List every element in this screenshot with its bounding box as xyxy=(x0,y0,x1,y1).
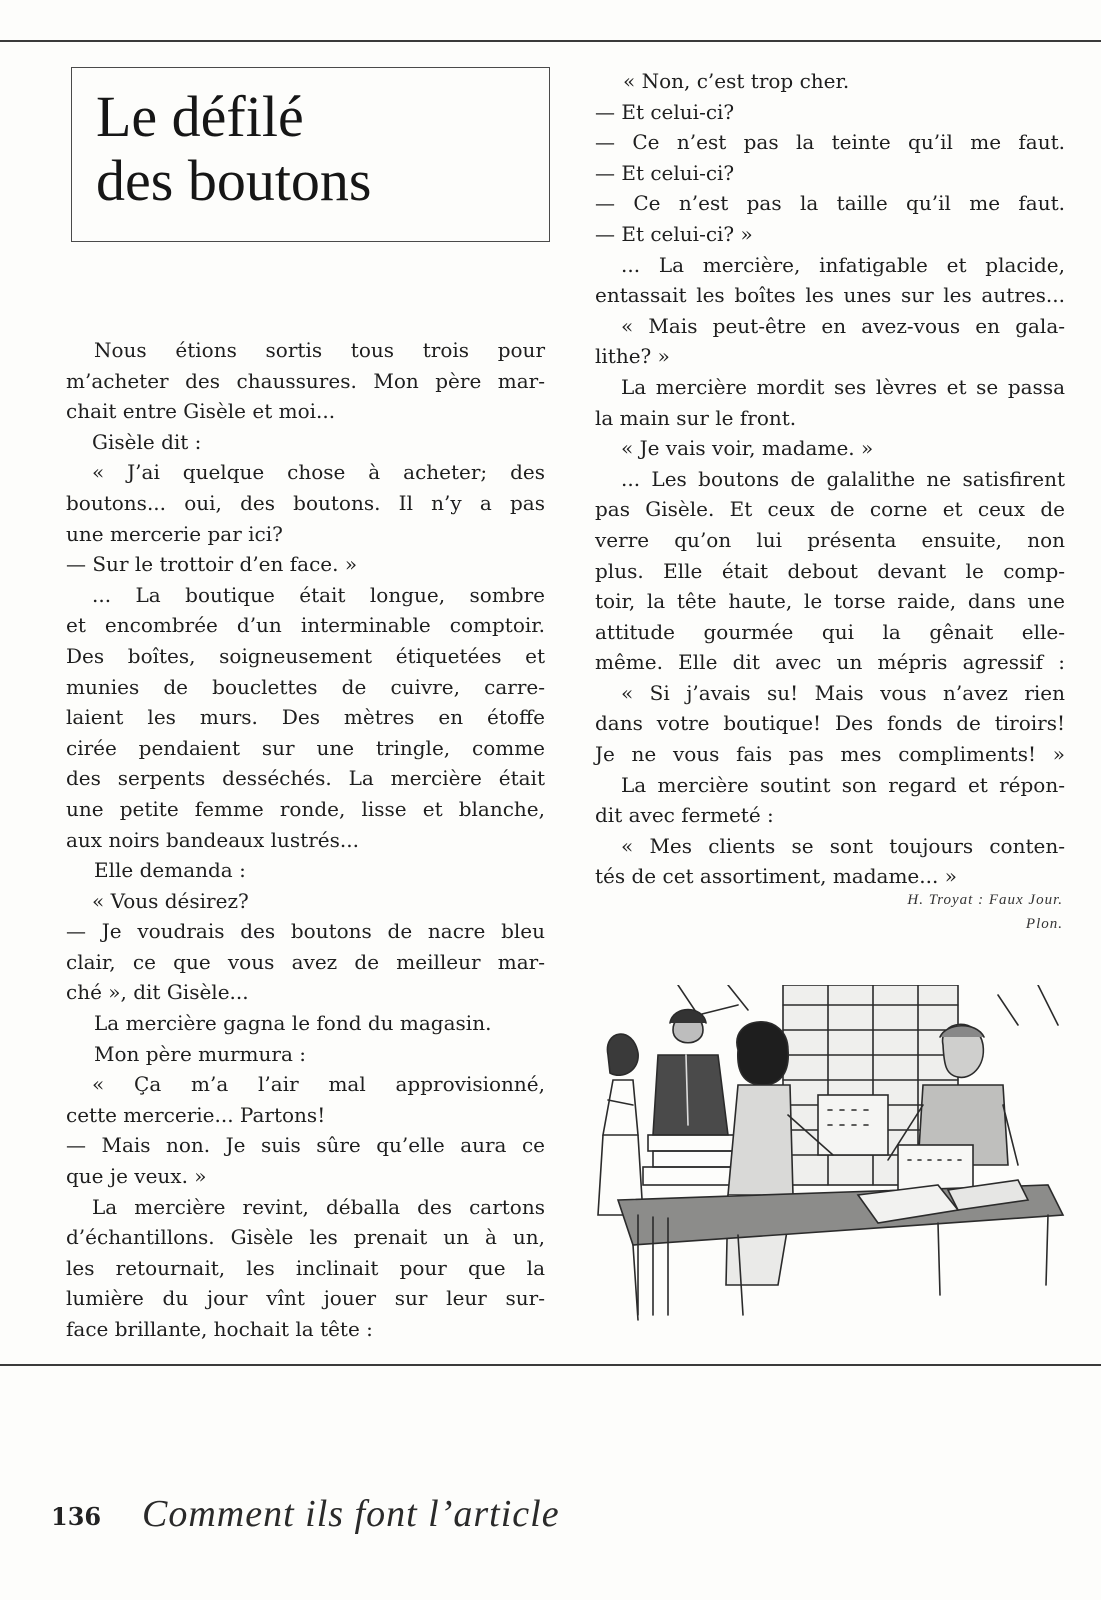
text-line: laient les murs. Des mètres en étoffe xyxy=(66,705,545,730)
text-line: Des boîtes, soigneusement étiquetées et xyxy=(66,643,545,668)
text-line: « Je vais voir, madame. » xyxy=(621,436,874,461)
text-line: ... Les boutons de galalithe ne satisfirent xyxy=(621,466,1065,491)
citation-publisher: Plon. xyxy=(1025,916,1063,932)
text-line: clair, ce que vous avez de meilleur mar- xyxy=(66,949,545,974)
text-line: aux noirs bandeaux lustrés... xyxy=(66,827,359,852)
text-line: Mon père murmura : xyxy=(94,1041,306,1066)
page-number: 136 xyxy=(51,1502,102,1531)
text-line: « J’ai quelque chose à acheter; des xyxy=(92,460,545,485)
text-line: Gisèle dit : xyxy=(92,429,202,454)
text-line: La mercière mordit ses lèvres et se passa xyxy=(621,374,1065,399)
text-line: « Si j’avais su! Mais vous n’avez rien xyxy=(621,680,1065,705)
text-line: même. Elle dit avec un mépris agressif : xyxy=(595,650,1065,675)
text-line: — Et celui-ci? xyxy=(595,160,735,185)
text-line: lithe? » xyxy=(595,344,670,369)
left-column-text xyxy=(66,335,545,1345)
text-line: une mercerie par ici? xyxy=(66,521,283,546)
text-line: m’acheter des chaussures. Mon père mar- xyxy=(66,368,545,393)
title-line-1: Le défilé xyxy=(96,84,304,149)
text-line: La mercière gagna le fond du magasin. xyxy=(94,1011,492,1036)
text-line: — Mais non. Je suis sûre qu’elle aura ce xyxy=(66,1133,545,1158)
bottom-rule xyxy=(0,1364,1101,1366)
text-line: ... La mercière, infatigable et placide, xyxy=(621,252,1065,277)
text-line: ché », dit Gisèle... xyxy=(66,980,249,1005)
text-line: que je veux. » xyxy=(66,1164,207,1189)
text-line: « Non, c’est trop cher. xyxy=(623,69,850,93)
text-line: pas Gisèle. Et ceux de corne et ceux de xyxy=(595,497,1065,522)
text-line: — Sur le trottoir d’en face. » xyxy=(66,552,358,577)
text-line: les retournait, les inclinait pour que la xyxy=(66,1255,545,1280)
text-line: « Vous désirez? xyxy=(92,888,249,913)
text-line: « Ça m’a l’air mal approvisionné, xyxy=(92,1072,545,1097)
text-line: — Je voudrais des boutons de nacre bleu xyxy=(66,919,545,944)
text-line: — Ce n’est pas la teinte qu’il me faut. xyxy=(595,130,1065,155)
text-line: boutons... oui, des boutons. Il n’y a pas xyxy=(66,490,545,515)
text-line: cirée pendaient sur une tringle, comme xyxy=(66,735,545,760)
text-line: une petite femme ronde, lisse et blanche, xyxy=(66,796,545,821)
text-line: « Mais peut-être en avez-vous en gala- xyxy=(621,313,1065,338)
text-line: entassait les boîtes les unes sur les autres... xyxy=(595,283,1065,308)
text-line: La mercière revint, déballa des cartons xyxy=(92,1194,545,1219)
text-line: des serpents desséchés. La mercière était xyxy=(66,766,545,791)
text-line: « Mes clients se sont toujours conten- xyxy=(621,833,1065,858)
text-line: ... La boutique était longue, sombre xyxy=(92,582,545,607)
shop-illustration xyxy=(578,985,1080,1325)
text-line: La mercière soutint son regard et répon- xyxy=(621,772,1065,797)
text-line: face brillante, hochait la tête : xyxy=(66,1317,373,1341)
right-column-text xyxy=(595,66,1065,892)
title-line-2: des boutons xyxy=(96,148,372,213)
text-line: la main sur le front. xyxy=(595,405,797,430)
title-box xyxy=(71,67,550,242)
text-line: verre qu’on lui présenta ensuite, non xyxy=(595,527,1065,552)
text-line: tés de cet assortiment, madame... » xyxy=(595,864,957,889)
text-line: dans votre boutique! Des fonds de tiroirs! xyxy=(595,711,1065,736)
text-line: toir, la tête haute, le torse raide, dans une xyxy=(595,589,1065,614)
text-line: Nous étions sortis tous trois pour xyxy=(94,338,545,362)
text-line: cette mercerie... Partons! xyxy=(66,1102,326,1127)
text-line: dit avec fermeté : xyxy=(595,803,774,828)
text-line: — Et celui-ci? xyxy=(595,99,735,124)
text-line: Elle demanda : xyxy=(94,858,246,883)
top-rule xyxy=(0,40,1101,42)
citation-author-work: H. Troyat : Faux Jour. xyxy=(907,892,1063,908)
text-line: — Et celui-ci? » xyxy=(595,221,753,246)
text-line: et encombrée d’un interminable comptoir. xyxy=(66,613,545,638)
text-line: munies de bouclettes de cuivre, carre- xyxy=(66,674,545,699)
text-line: Je ne vous fais pas mes compliments! » xyxy=(595,742,1065,767)
text-line: plus. Elle était debout devant le comp- xyxy=(595,558,1065,583)
text-line: lumière du jour vînt jouer sur leur sur- xyxy=(66,1286,545,1311)
text-line: chait entre Gisèle et moi... xyxy=(66,399,336,424)
text-line: d’échantillons. Gisèle les prenait un à un, xyxy=(66,1225,545,1250)
text-line: attitude gourmée qui la gênait elle- xyxy=(595,619,1065,644)
text-line: — Ce n’est pas la taille qu’il me faut. xyxy=(595,191,1065,216)
running-title: Comment ils font l’article xyxy=(142,1493,560,1535)
